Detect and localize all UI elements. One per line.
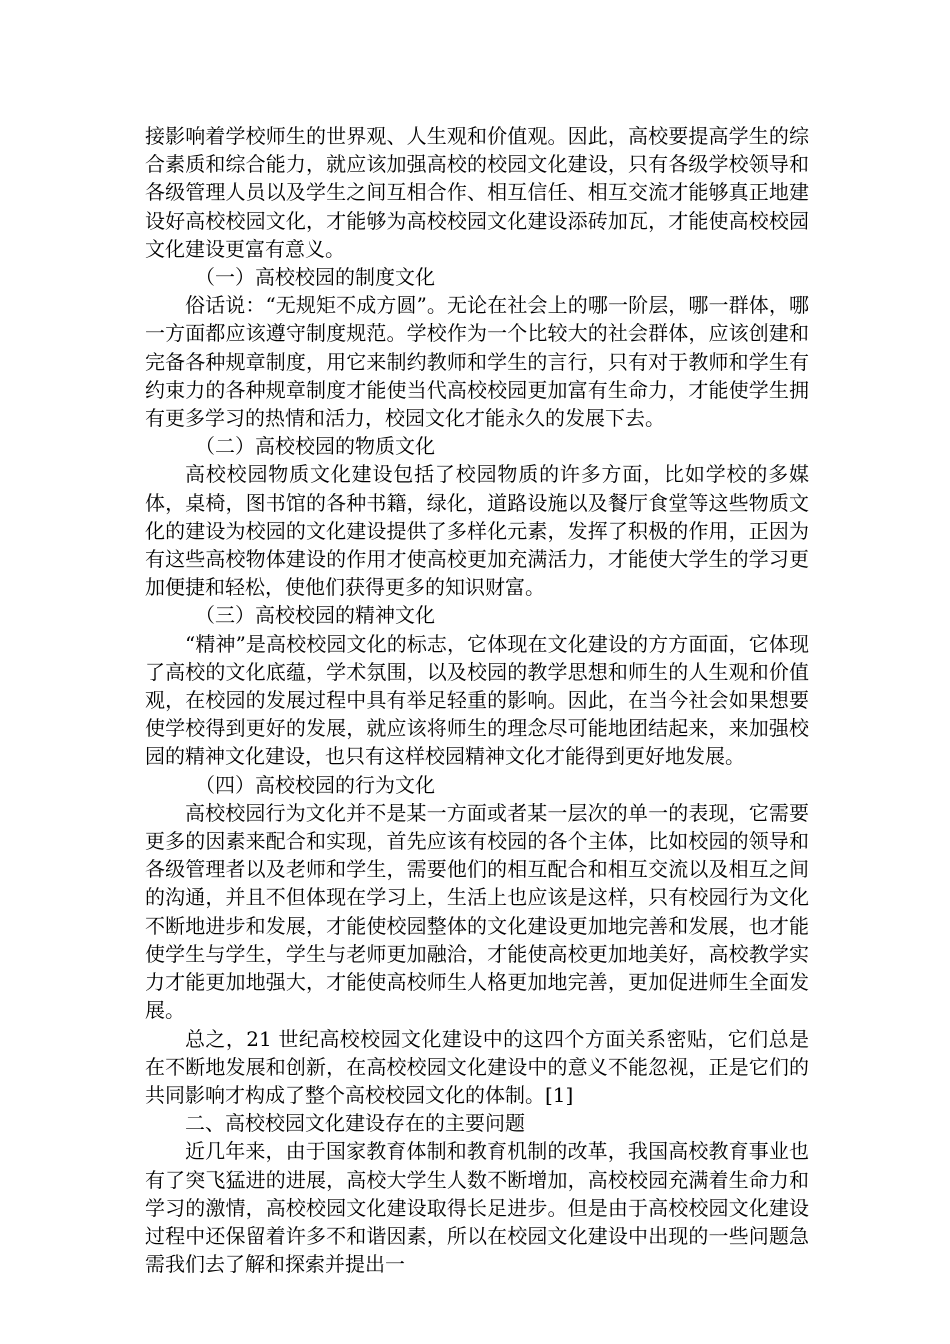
- paragraph-behavioral-culture: 高校校园行为文化并不是某一方面或者某一层次的单一的表现，它需要更多的因素来配合和实现，首先应该有校园的各个主体，比如校园的领导和各级管理者以及老师和学生，需要他们的相互配合和相互交流以及相互之间的沟通，并且不但体现在学习上，生活上也应该是这样，只有校园行为文化不断地进步和发展，才能使校园整体的文化建设更加地完善和发展，也才能使学生与学生，学生与老师更加融洽，才能使高校更加地美好，高校教学实力才能更加地强大，才能使高校师生人格更加地完善，更加促进师生全面发展。: [145, 800, 809, 1023]
- paragraph-spiritual-culture: “精神”是高校校园文化的标志，它体现在文化建设的方方面面，它体现了高校的文化底蕴，学术氛围，以及校园的教学思想和师生的人生观和价值观，在校园的发展过程中具有举足轻重的影响。因此，在当今社会如果想要使学校得到更好的发展，就应该将师生的理念尽可能地团结起来，来加强校园的精神文化建设，也只有这样校园精神文化才能得到更好地发展。: [145, 631, 809, 769]
- paragraph-intro-continued: 接影响着学校师生的世界观、人生观和价值观。因此，高校要提高学生的综合素质和综合能力，就应该加强高校的校园文化建设，只有各级学校领导和各级管理人员以及学生之间互相合作、相互信任、相互交流才能够真正地建设好高校校园文化，才能够为高校校园文化建设添砖加瓦，才能使高校校园文化建设更富有意义。: [145, 124, 809, 261]
- section-heading-spiritual-culture: （三）高校校园的精神文化: [195, 603, 435, 628]
- section-heading-institutional-culture: （一）高校校园的制度文化: [195, 265, 435, 290]
- document-page: [145, 122, 809, 1278]
- paragraph-summary: 总之，21 世纪高校校园文化建设中的这四个方面关系密贴，它们总是在不断地发展和创新，在高校校园文化建设中的意义不能忽视，正是它们的共同影响才构成了整个高校校园文化的体制。[1]: [145, 1026, 809, 1107]
- paragraph-institutional-culture: 俗话说：“无规矩不成方圆”。无论在社会上的哪一阶层，哪一群体，哪一方面都应该遵守制度规范。学校作为一个比较大的社会群体，应该创建和完备各种规章制度，用它来制约教师和学生的言行，只有对于教师和学生有约束力的各种规章制度才能使当代高校校园更加富有生命力，才能使学生拥有更多学习的热情和活力，校园文化才能永久的发展下去。: [145, 293, 809, 431]
- section-heading-material-culture: （二）高校校园的物质文化: [195, 434, 435, 459]
- paragraph-main-problems: 近几年来，由于国家教育体制和教育机制的改革，我国高校教育事业也有了突飞猛进的进展，高校大学生人数不断增加，高校校园充满着生命力和学习的激情，高校校园文化建设取得长足进步。但是由于高校校园文化建设过程中还保留着许多不和谐因素，所以在校园文化建设中出现的一些问题急需我们去了解和探索并提出一: [145, 1139, 809, 1277]
- section-heading-main-problems: 二、高校校园文化建设存在的主要问题: [185, 1111, 525, 1136]
- section-heading-behavioral-culture: （四）高校校园的行为文化: [195, 772, 435, 797]
- paragraph-material-culture: 高校校园物质文化建设包括了校园物质的许多方面，比如学校的多媒体，桌椅，图书馆的各种书籍，绿化，道路设施以及餐厅食堂等这些物质文化的建设为校园的文化建设提供了多样化元素，发挥了积极的作用，正因为有这些高校物体建设的作用才使高校更加充满活力，才能使大学生的学习更加便捷和轻松，使他们获得更多的知识财富。: [145, 462, 809, 600]
